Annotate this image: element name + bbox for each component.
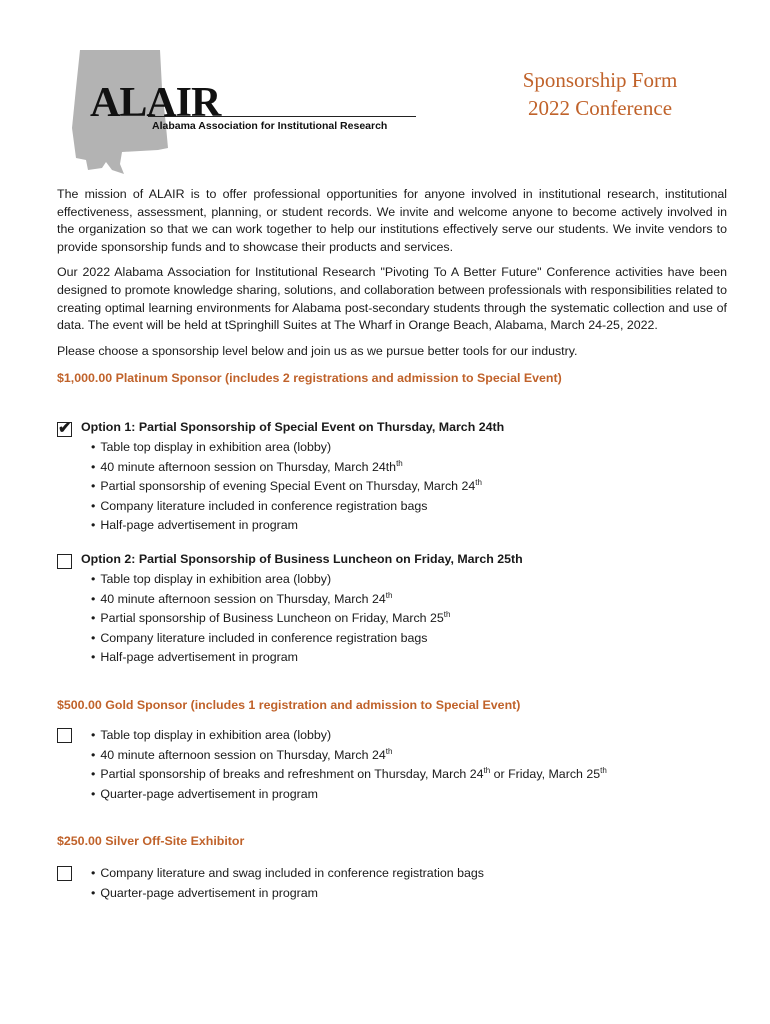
list-item: • Table top display in exhibition area (lobby) — [91, 570, 737, 590]
silver-list — [81, 864, 737, 903]
mission-paragraph: The mission of ALAIR is to offer professional opportunities for anyone involved in institutional research, institutional effectiveness, assessment, planning, or student records. We invite and welcome anyone to become actively involved in the organization so that we can work together to help our institutions effectively serve our students. We invite vendors to provide sponsorship funds and to showcase their products and services. — [57, 187, 727, 254]
option1-list — [81, 438, 737, 536]
option1-title: Option 1: Partial Sponsorship of Special Event on Thursday, March 24th — [81, 420, 505, 434]
list-item: • Partial sponsorship of breaks and refreshment on Thursday, March 24th or Friday, March 25th — [91, 765, 737, 785]
silver-checkbox[interactable] — [57, 866, 72, 881]
logo-rule — [148, 116, 416, 117]
platinum-option2 — [57, 552, 737, 674]
conference-paragraph: Our 2022 Alabama Association for Institutional Research "Pivoting To A Better Future" Conference activities have been designed to promote knowledge sharing, solutions, and collaboration between professionals with responsibilities related to creating optimal learning environments for Alabama post-secondary students through the systematic collection and use of data. The event will be held at tSpringhill Suites at The Wharf in Orange Beach, Alabama, March 24-25, 2022. — [57, 265, 727, 333]
list-item: • 40 minute afternoon session on Thursday, March $24th^{th}$ — [91, 458, 737, 478]
silver-heading: $250.00 Silver Off-Site Exhibitor — [57, 834, 245, 848]
list-item: • Half-page advertisement in program — [91, 648, 737, 668]
form-title-line1: Sponsorship Form — [522, 68, 678, 92]
list-item: • 40 minute afternoon session on Thursday, March 24th — [91, 746, 737, 766]
list-item: • Partial sponsorship of Business Luncheon on Friday, March 25th — [91, 609, 737, 629]
list-item: • Company literature included in conference registration bags — [91, 497, 737, 517]
list-item: • Partial sponsorship of evening Special Event on Thursday, March 24th — [91, 477, 737, 497]
option2-title: Option 2: Partial Sponsorship of Business Luncheon on Friday, March 25th — [81, 552, 523, 566]
list-item: • Table top display in exhibition area (lobby) — [91, 726, 737, 746]
list-item: • Company literature included in conference registration bags — [91, 629, 737, 649]
gold-checkbox[interactable] — [57, 728, 72, 743]
gold-list — [81, 726, 737, 804]
list-item: • Half-page advertisement in program — [91, 516, 737, 536]
check-mark-icon: ✔ — [58, 420, 72, 437]
silver-section — [57, 834, 737, 909]
list-item: • Quarter-page advertisement in program — [91, 785, 737, 805]
logo-full-name: Alabama Association for Institutional Research — [152, 120, 388, 132]
form-title-line2: 2022 Conference — [527, 96, 673, 120]
form-title — [490, 66, 710, 122]
option2-checkbox[interactable] — [57, 554, 72, 569]
gold-heading: $500.00 Gold Sponsor (includes 1 registration and admission to Special Event) — [57, 698, 521, 712]
list-item: • Quarter-page advertisement in program — [91, 884, 737, 904]
alair-logo — [62, 48, 422, 183]
list-item: • 40 minute afternoon session on Thursday, March 24th — [91, 590, 737, 610]
platinum-option1 — [57, 420, 737, 542]
option1-checkbox[interactable] — [57, 422, 72, 437]
option2-list — [81, 570, 737, 668]
logo-acronym: ALAIR — [90, 80, 221, 126]
intro-section — [57, 186, 727, 400]
list-item: • Company literature and swag included in conference registration bags — [91, 864, 737, 884]
choose-paragraph: Please choose a sponsorship level below and join us as we pursue better tools for our industry. — [57, 343, 578, 358]
list-item: • Table top display in exhibition area (lobby) — [91, 438, 737, 458]
platinum-heading: $1,000.00 Platinum Sponsor (includes 2 registrations and admission to Special Event) — [57, 371, 562, 386]
gold-section — [57, 698, 737, 810]
